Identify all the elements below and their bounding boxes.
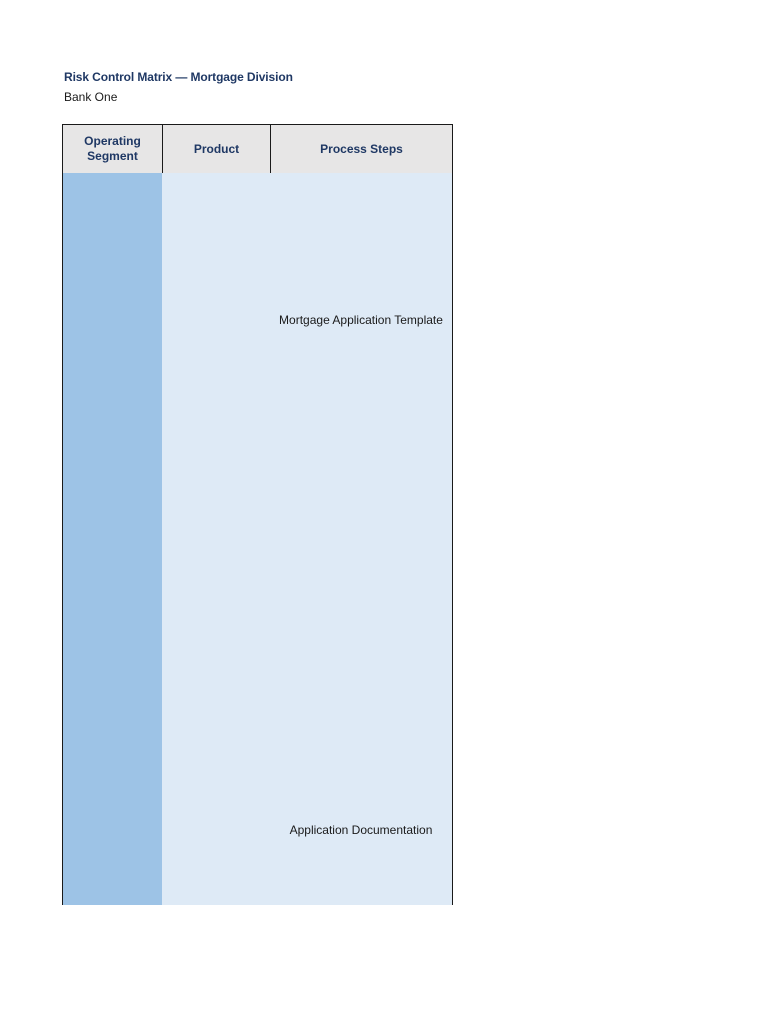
operating-segment-cell [62,173,163,905]
document-title: Risk Control Matrix — Mortgage Division [64,70,293,84]
header-process-steps: Process Steps [270,124,453,174]
process-step-cell: Mortgage Application Template [270,173,453,467]
process-step-cell: Application Documentation [270,466,453,905]
header-operating-segment: Operating Segment [62,124,163,174]
header-product: Product [162,124,271,174]
document-subtitle: Bank One [64,90,118,104]
product-cell [162,173,271,905]
risk-control-matrix-table [62,124,453,905]
